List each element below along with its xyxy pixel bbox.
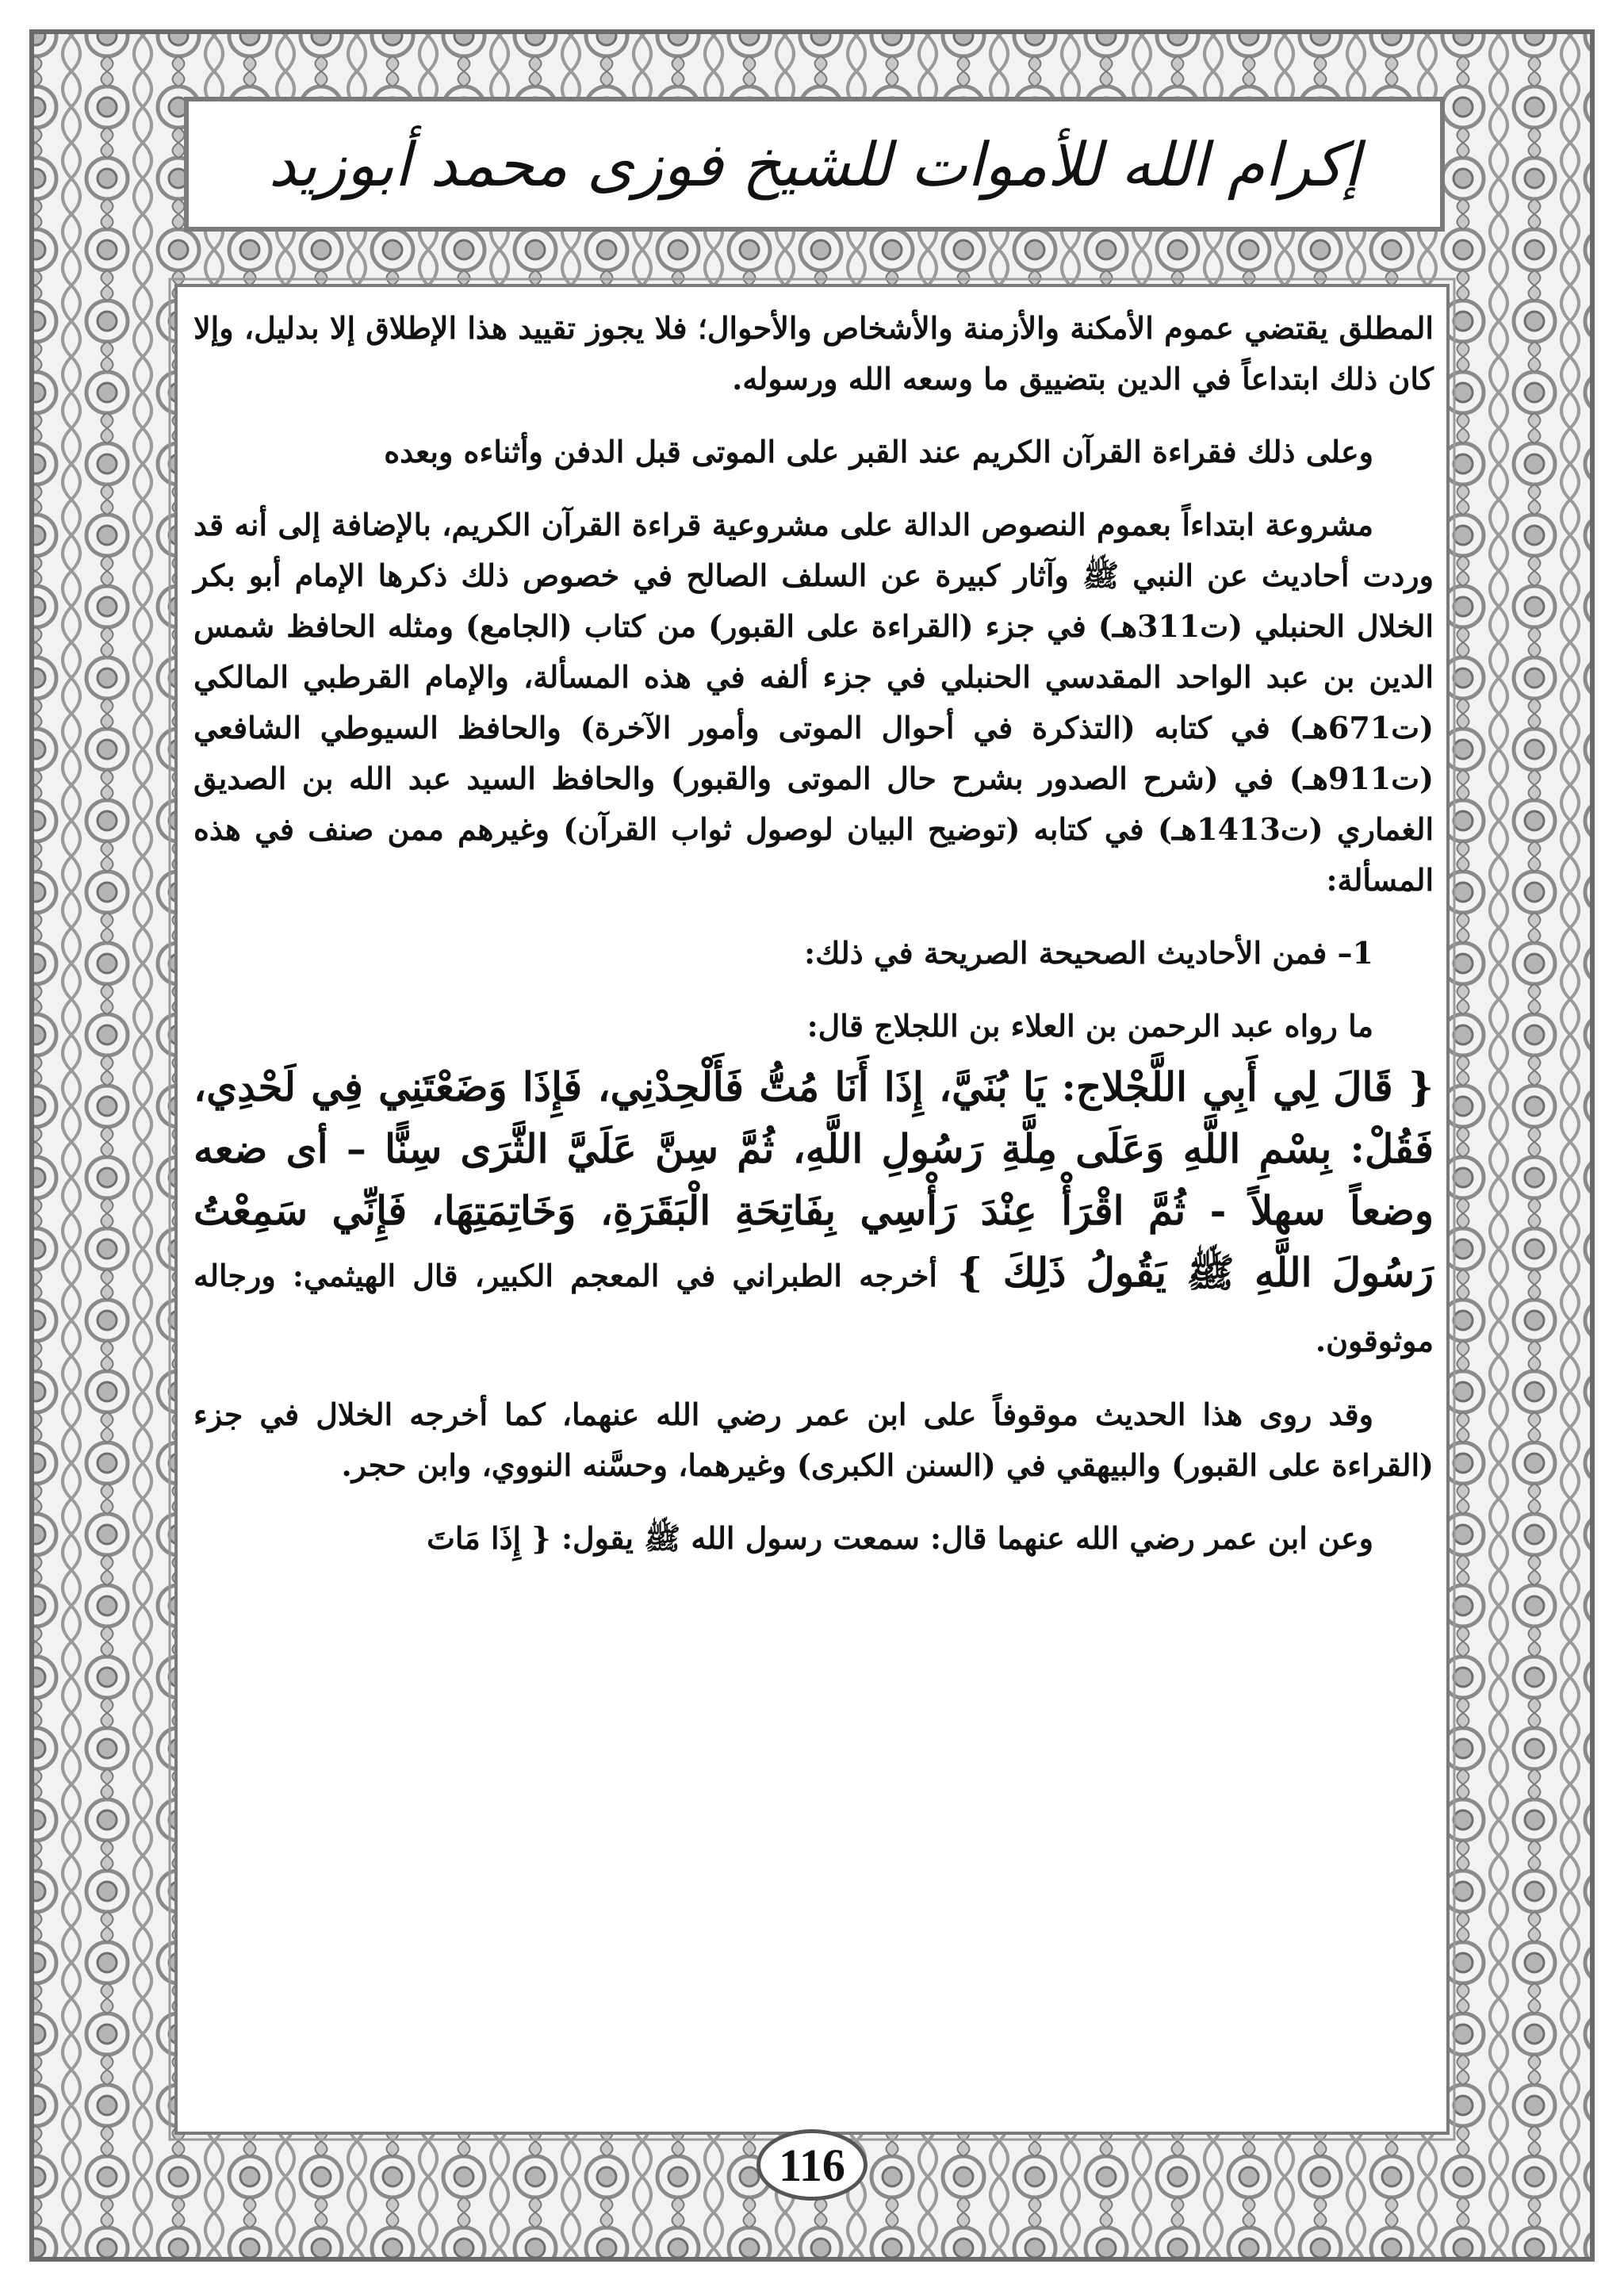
- hadith-source: أخرجه الطبراني في المعجم الكبير، قال الهيثمي: ورجاله موثوقون.: [193, 1258, 1434, 1358]
- numbered-heading: 1– فمن الأحاديث الصحيحة الصريحة في ذلك:: [804, 935, 1373, 971]
- paragraph: وعن ابن عمر رضي الله عنهما قال: سمعت رسول الله ﷺ يقول: { إِذَا مَاتَ: [427, 1520, 1373, 1556]
- page-number: 116: [779, 2139, 845, 2191]
- paragraph: مشروعة ابتداءاً بعموم النصوص الدالة على مشروعية قراءة القرآن الكريم، بالإضافة إلى أنه قد وردت أحاديث عن النبي ﷺ وآثار كبيرة عن السلف الصالح في خصوص ذلك ذكرها الإمام أبو بكر الخلال الحنبلي (ت311هـ) في جزء (القراءة على القبور) من كتاب (الجامع) ومثله الحافظ شمس الدين بن عبد الواحد المقدسي الحنبلي في جزء ألفه في هذه المسألة، والإمام القرطبي المالكي (ت671هـ) في كتابه (التذكرة في أحوال الموتى وأمور الآخرة) والحافظ السيوطي الشافعي (ت911هـ) في (شرح الصدور بشرح حال الموتى والقبور) والحافظ السيد عبد الله بن الصديق الغماري (ت1413هـ) في كتابه (توضيح البيان لوصول ثواب القرآن) وغيرهم ممن صنف في هذه المسألة:: [193, 507, 1434, 898]
- main-text: [187, 303, 1440, 2127]
- paragraph: ما رواه عبد الرحمن بن العلاء بن اللجلاج قال:: [806, 1008, 1373, 1044]
- paragraph: وقد روى هذا الحديث موقوفاً على ابن عمر رضي الله عنهما، كما أخرجه الخلال في جزء (القراءة على القبور) والبيهقي في (السنن الكبرى) وغيرهما، وحسَّنه النووي، وابن حجر.: [193, 1396, 1434, 1483]
- hadith-quote: [193, 1056, 1434, 1372]
- paragraph: المطلق يقتضي عموم الأمكنة والأزمنة والأشخاص والأحوال؛ فلا يجوز تقييد هذا الإطلاق إلا بدليل، وإلا كان ذلك ابتداعاً في الدين بتضييق ما وسعه الله ورسوله.: [193, 310, 1434, 397]
- header-title-box: [184, 97, 1445, 232]
- page-title: إكرام الله للأموات للشيخ فوزى محمد أبوزيد: [268, 128, 1361, 200]
- hadith-text: { قَالَ لِي أَبِي اللَّجْلاج: يَا بُنَيَّ، إِذَا أَنَا مُتُّ فَأَلْحِدْنِي، فَإِذَا وَضَعْتَنِي فِي لَحْدِي، فَقُلْ: بِسْمِ اللَّهِ وَعَلَى مِلَّةِ رَسُولِ اللَّهِ، ثُمَّ سِنَّ عَلَيَّ الثَّرَى سِنًّا – أى ضعه وضعاً سهلاً - ثُمَّ اقْرَأْ عِنْدَ رَأْسِي بِفَاتِحَةِ الْبَقَرَةِ، وَخَاتِمَتِهَا، فَإِنِّي سَمِعْتُ رَسُولَ اللَّهِ ﷺ يَقُولُ ذَلِكَ }: [193, 1063, 1434, 1296]
- page-number-badge: [756, 2129, 868, 2201]
- paragraph: وعلى ذلك فقراءة القرآن الكريم عند القبر على الموتى قبل الدفن وأثناءه وبعده: [384, 434, 1373, 469]
